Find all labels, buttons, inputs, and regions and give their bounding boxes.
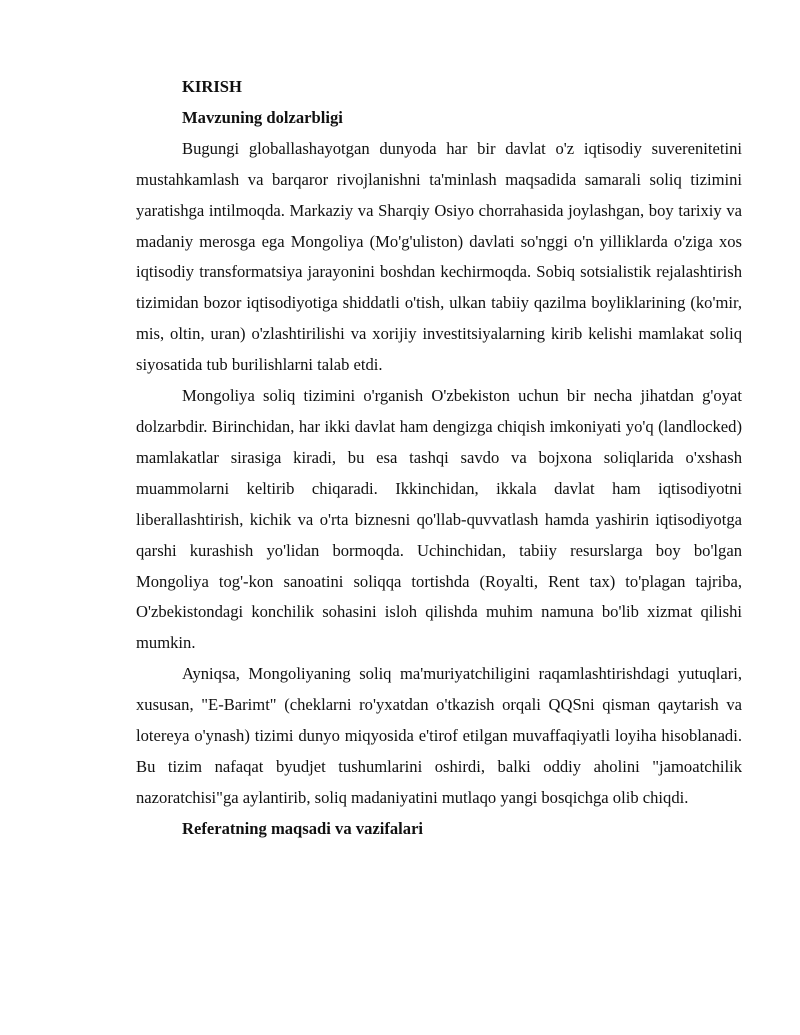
subheading-goals: Referatning maqsadi va vazifalari — [182, 818, 424, 838]
paragraph-1: Bugungi globallashayotgan dunyoda har bir davlat o'z iqtisodiy suverenitetini mustahkamlash va barqaror rivojlanishni ta'minlash maqsadida samarali soliq tizimini yaratishga intilmoqda. Markaziy va Sharqiy Osiyo chorrahasida joylashgan, boy tarixiy va madaniy merosga ega Mongoliya (Mo'g'uliston) davlati so'nggi o'n yilliklarda o'ziga xos iqtisodiy transformatsiya jarayonini boshdan kechirmoqda. Sobiq sotsialistik rejalashtirish tizimidan bozor iqtisodiyotiga shiddatli o'tish, ulkan tabiiy qazilma boyliklarining (ko'mir, mis, oltin, uran) o'zlashtirilishi va xorijiy investitsiyalarning kirib kelishi mamlakat soliq siyosatida tub burilishlarni talab etdi. — [136, 138, 742, 375]
paragraph-2: Mongoliya soliq tizimini o'rganish O'zbekiston uchun bir necha jihatdan g'oyat dolzarbdir. Birinchidan, har ikki davlat ham dengizga chiqish imkoniyati yo'q (landlocked) mamlakatlar sirasiga kiradi, bu esa tashqi savdo va bojxona soliqlarida o'xshash muammolarni keltirib chiqaradi. Ikkinchidan, ikkala davlat ham iqtisodiyotni liberallashtirish, kichik va o'rta biznesni qo'llab-quvvatlash hamda yashirin iqtisodiyotga qarshi kurashish yo'lidan bormoqda. Uchinchidan, tabiiy resurslarga boy bo'lgan Mongoliya tog'-kon sanoatini soliqqa tortishda (Royalti, Rent tax) to'plagan tajriba, O'zbekistondagi konchilik sohasini isloh qilishda muhim namuna bo'lib xizmat qilishi mumkin. — [136, 386, 742, 653]
document-page — [136, 72, 742, 845]
paragraph-3: Ayniqsa, Mongoliyaning soliq ma'muriyatchiligini raqamlashtirishdagi yutuqlari, xususan, "E-Barimt" (cheklarni ro'yxatdan o'tkazish orqali QQSni qisman qaytarish va lotereya o'ynash) tizimi dunyo miqyosida e'tirof etilgan muvaffaqiyatli loyiha hisoblanadi. Bu tizim nafaqat byudjet tushumlarini oshirdi, balki oddiy aholini "jamoatchilik nazoratchisi"ga aylantirib, soliq madaniyatini mutlaqo yangi bosqichga olib chiqdi. — [136, 664, 742, 807]
section-heading-intro: KIRISH — [182, 77, 242, 96]
subheading-relevance: Mavzuning dolzarbligi — [182, 107, 343, 127]
